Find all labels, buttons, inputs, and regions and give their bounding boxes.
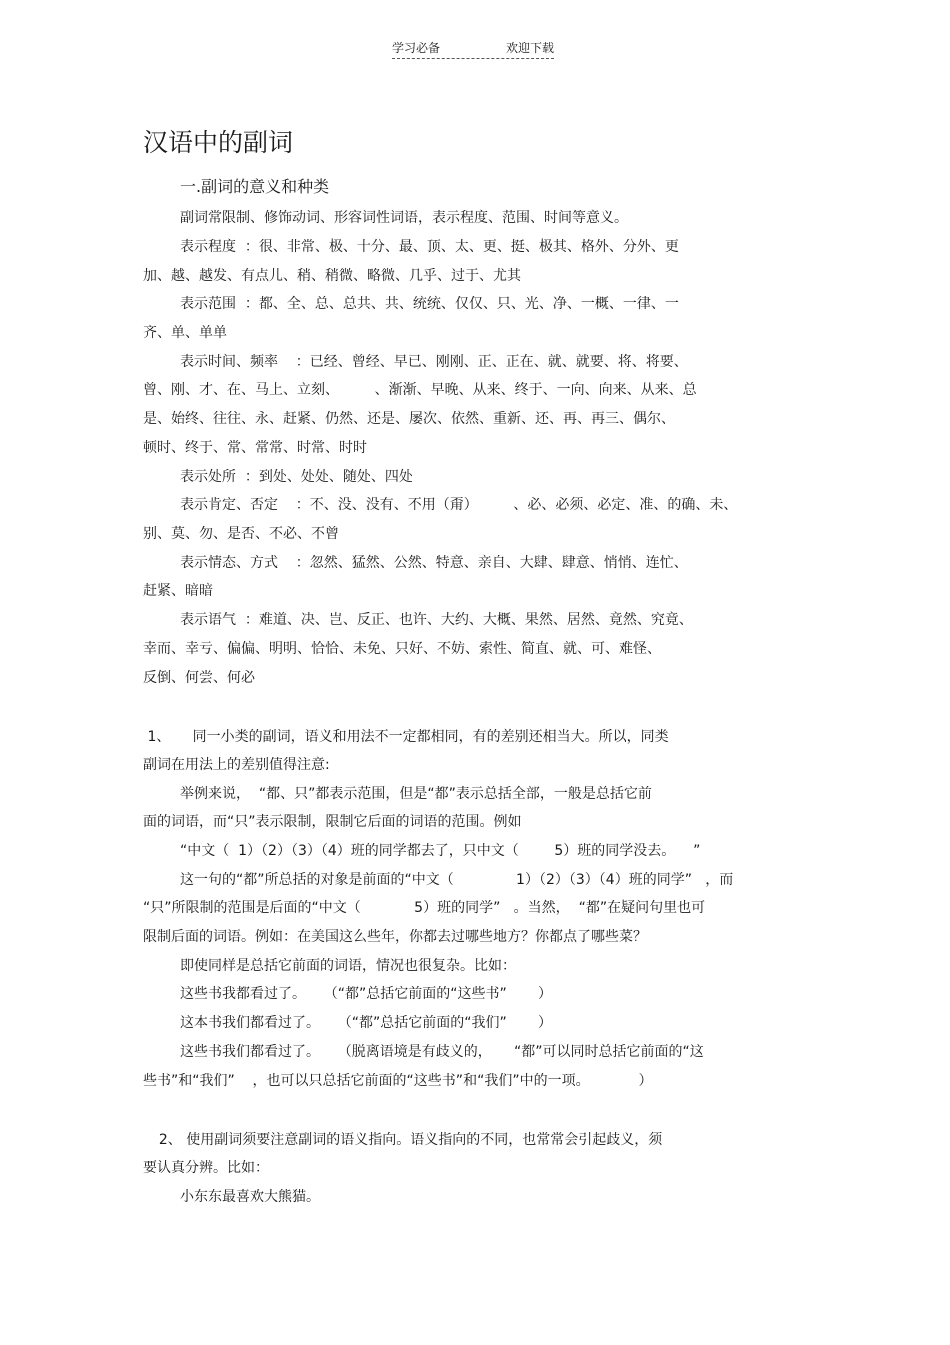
paragraph-line: 1、 同一小类的副词，语义和用法不一定都相同，有的差别还相当大。所以，同类 — [143, 729, 669, 745]
paragraph-line: 反倒、何尝、何必 — [143, 670, 255, 686]
paragraph-line: 曾、刚、才、在、马上、立刻、 、渐渐、早晚、从来、终于、一向、向来、从来、总 — [143, 382, 697, 398]
paragraph-line: 限制后面的词语。例如：在美国这么些年，你都去过哪些地方？你都点了哪些菜？ — [143, 929, 647, 945]
section-heading: 一.副词的意义和种类 — [180, 177, 330, 196]
paragraph-line: 面的词语，而“只”表示限制，限制它后面的词语的范围。例如 — [143, 814, 522, 830]
paragraph-line: 些书”和“我们” ，也可以只总括它前面的“这些书”和“我们”中的一项。 ） — [143, 1073, 653, 1089]
paragraph-line: 表示程度 ：很、非常、极、十分、最、顶、太、更、挺、极其、格外、分外、更 — [180, 239, 679, 255]
paragraph-line: 小东东最喜欢大熊猫。 — [180, 1189, 320, 1205]
paragraph-line: 这些书我们都看过了。 （脱离语境是有歧义的， “都”可以同时总括它前面的“这 — [180, 1044, 704, 1060]
header-left-text: 学习必备 — [392, 41, 441, 55]
paragraph-line: 表示处所 ：到处、处处、随处、四处 — [180, 469, 413, 485]
paragraph-line: 幸而、幸亏、偏偏、明明、恰恰、未免、只好、不妨、索性、简直、就、可、难怪、 — [143, 641, 661, 657]
paragraph-line: “中文（ 1）（2）（3）（4）班的同学都去了，只中文（ 5）班的同学没去。 ” — [180, 843, 701, 859]
paragraph-line: 要认真分辨。比如： — [143, 1160, 269, 1176]
header-right-text: 欢迎下载 — [505, 41, 554, 55]
paragraph-line: 别、莫、勿、是否、不必、不曾 — [143, 526, 339, 542]
paragraph-line: 顿时、终于、常、常常、时常、时时 — [143, 440, 367, 456]
page-header — [392, 40, 554, 59]
paragraph-line: 是、始终、往往、永、赶紧、仍然、还是、屡次、依然、重新、还、再、再三、偶尔、 — [143, 411, 675, 427]
paragraph-line: 这一句的“都”所总括的对象是前面的“中文（ 1）（2）（3）（4）班的同学” ，而 — [180, 872, 734, 888]
document-title: 汉语中的副词 — [143, 128, 294, 157]
paragraph-line: 2、 使用副词须要注意副词的语义指向。语义指向的不同，也常常会引起歧义，须 — [150, 1132, 663, 1148]
paragraph-line: 表示时间、频率 ：已经、曾经、早已、刚刚、正、正在、就、就要、将、将要、 — [180, 354, 688, 370]
paragraph-line: 副词常限制、修饰动词、形容词性词语，表示程度、范围、时间等意义。 — [180, 210, 628, 226]
paragraph-line: “只”所限制的范围是后面的“中文（ 5）班的同学” 。当然， “都”在疑问句里也可 — [143, 900, 706, 916]
paragraph-line: 表示范围 ：都、全、总、总共、共、统统、仅仅、只、光、净、一概、一律、一 — [180, 296, 679, 312]
paragraph-line: 副词在用法上的差别值得注意: — [143, 757, 330, 773]
paragraph-line: 表示语气 ：难道、决、岂、反正、也许、大约、大概、果然、居然、竟然、究竟、 — [180, 612, 693, 628]
paragraph-line: 即使同样是总括它前面的词语，情况也很复杂。比如： — [180, 958, 516, 974]
paragraph-line: 表示情态、方式 ：忽然、猛然、公然、特意、亲自、大肆、肆意、悄悄、连忙、 — [180, 555, 688, 571]
paragraph-line: 这些书我都看过了。 （“都”总括它前面的“这些书” ） — [180, 986, 552, 1002]
paragraph-line: 这本书我们都看过了。 （“都”总括它前面的“我们” ） — [180, 1015, 552, 1031]
paragraph-line: 举例来说， “都、只”都表示范围，但是“都”表示总括全部，一般是总括它前 — [180, 786, 652, 802]
paragraph-line: 加、越、越发、有点儿、稍、稍微、略微、几乎、过于、尤其 — [143, 268, 521, 284]
paragraph-line: 表示肯定、否定 ：不、没、没有、不用（甭） 、必、必须、必定、准、的确、未、 — [180, 497, 738, 513]
paragraph-line: 齐、单、单单 — [143, 325, 227, 341]
paragraph-line: 赶紧、暗暗 — [143, 583, 213, 599]
